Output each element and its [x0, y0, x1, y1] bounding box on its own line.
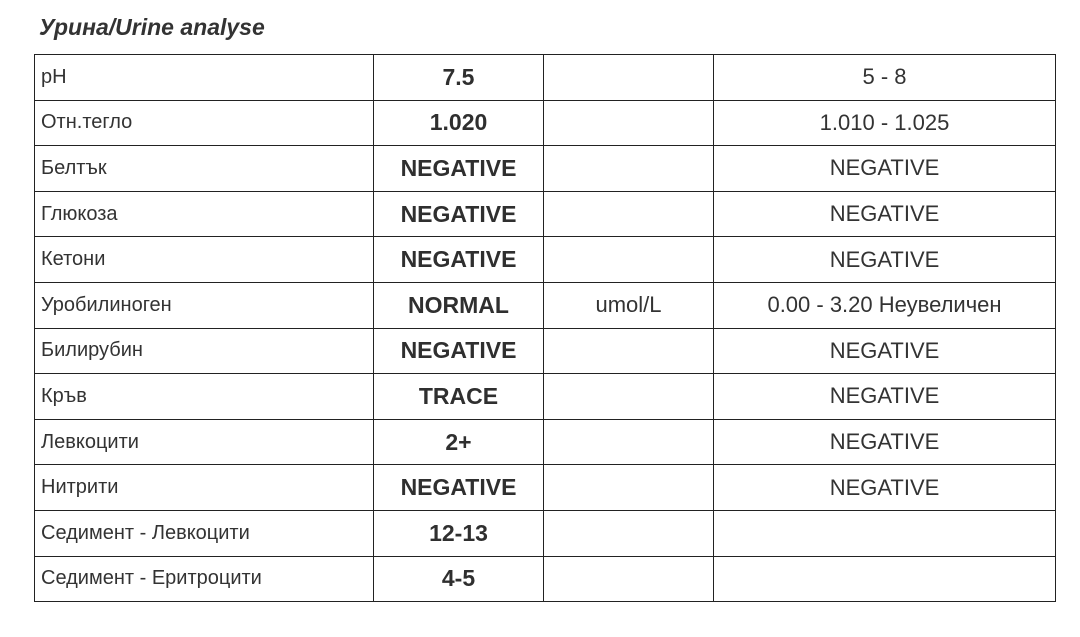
result-value: NORMAL: [374, 282, 544, 328]
reference-range: NEGATIVE: [714, 237, 1056, 283]
urine-results-table: [34, 54, 1056, 602]
parameter-name: Белтък: [35, 146, 374, 192]
reference-range: NEGATIVE: [714, 465, 1056, 511]
result-value: NEGATIVE: [374, 328, 544, 374]
reference-range: NEGATIVE: [714, 328, 1056, 374]
reference-range: 0.00 - 3.20 Неувеличен: [714, 282, 1056, 328]
reference-range: [714, 510, 1056, 556]
table-row: [35, 419, 1056, 465]
result-value: 1.020: [374, 100, 544, 146]
table-row: [35, 510, 1056, 556]
reference-range: 5 - 8: [714, 55, 1056, 101]
reference-range: NEGATIVE: [714, 146, 1056, 192]
unit-cell: [544, 465, 714, 511]
parameter-name: Билирубин: [35, 328, 374, 374]
parameter-name: Кръв: [35, 374, 374, 420]
unit-cell: umol/L: [544, 282, 714, 328]
table-row: [35, 146, 1056, 192]
parameter-name: Уробилиноген: [35, 282, 374, 328]
parameter-name: Седимент - Левкоцити: [35, 510, 374, 556]
parameter-name: Левкоцити: [35, 419, 374, 465]
table-row: [35, 556, 1056, 602]
table-row: [35, 465, 1056, 511]
result-value: 12-13: [374, 510, 544, 556]
unit-cell: [544, 419, 714, 465]
parameter-name: Кетони: [35, 237, 374, 283]
unit-cell: [544, 556, 714, 602]
table-row: [35, 374, 1056, 420]
result-value: TRACE: [374, 374, 544, 420]
unit-cell: [544, 510, 714, 556]
unit-cell: [544, 328, 714, 374]
table-row: [35, 237, 1056, 283]
table-row: [35, 191, 1056, 237]
unit-cell: [544, 55, 714, 101]
parameter-name: Глюкоза: [35, 191, 374, 237]
page-title: Урина/Urine analyse: [39, 14, 265, 40]
result-value: 2+: [374, 419, 544, 465]
parameter-name: Отн.тегло: [35, 100, 374, 146]
table-row: [35, 55, 1056, 101]
table-row: [35, 100, 1056, 146]
reference-range: [714, 556, 1056, 602]
unit-cell: [544, 237, 714, 283]
unit-cell: [544, 146, 714, 192]
unit-cell: [544, 374, 714, 420]
reference-range: NEGATIVE: [714, 419, 1056, 465]
result-value: 7.5: [374, 55, 544, 101]
unit-cell: [544, 191, 714, 237]
reference-range: NEGATIVE: [714, 374, 1056, 420]
reference-range: NEGATIVE: [714, 191, 1056, 237]
result-value: NEGATIVE: [374, 237, 544, 283]
table-row: [35, 328, 1056, 374]
table-row: [35, 282, 1056, 328]
reference-range: 1.010 - 1.025: [714, 100, 1056, 146]
result-value: 4-5: [374, 556, 544, 602]
parameter-name: Нитрити: [35, 465, 374, 511]
parameter-name: Седимент - Еритроцити: [35, 556, 374, 602]
result-value: NEGATIVE: [374, 146, 544, 192]
unit-cell: [544, 100, 714, 146]
parameter-name: pH: [35, 55, 374, 101]
result-value: NEGATIVE: [374, 191, 544, 237]
result-value: NEGATIVE: [374, 465, 544, 511]
